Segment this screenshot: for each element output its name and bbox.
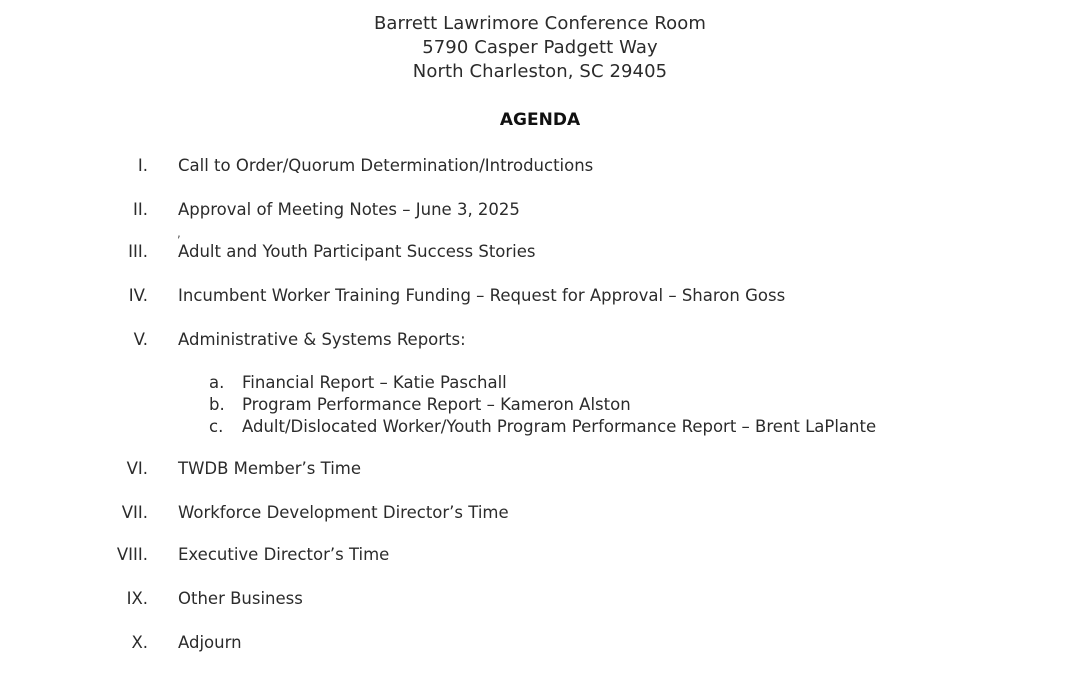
agenda-title: AGENDA (499, 110, 581, 130)
city-state-zip: North Charleston, SC 29405 (412, 61, 668, 82)
item-number: II. (133, 200, 148, 219)
venue-name: Barrett Lawrimore Conference Room (373, 13, 707, 34)
item-text: Executive Director’s Time (178, 545, 390, 564)
item-text: Call to Order/Quorum Determination/Introductions (178, 156, 594, 175)
item-number: X. (131, 633, 148, 652)
item-number: I. (137, 156, 148, 175)
item-text: Other Business (178, 589, 303, 608)
item-number: IX. (126, 589, 148, 608)
street-address: 5790 Casper Padgett Way (422, 37, 658, 58)
item-number: V. (133, 330, 148, 349)
item-text: Approval of Meeting Notes – June 3, 2025 (178, 200, 520, 219)
sub-item-text: Financial Report – Katie Paschall (242, 373, 507, 392)
item-text: Administrative & Systems Reports: (178, 330, 466, 349)
item-number: IV. (128, 286, 148, 305)
item-number: VIII. (116, 545, 148, 564)
item-number: VII. (121, 503, 148, 522)
sub-item-letter: b. (209, 395, 225, 414)
item-text: Workforce Development Director’s Time (178, 503, 509, 522)
item-number: VI. (126, 459, 148, 478)
sub-item-text: Adult/Dislocated Worker/Youth Program Performance Report – Brent LaPlante (242, 417, 877, 436)
item-text: TWDB Member’s Time (178, 459, 361, 478)
item-text: Adjourn (178, 633, 242, 652)
item-text: Incumbent Worker Training Funding – Request for Approval – Sharon Goss (178, 286, 786, 305)
sub-item-letter: a. (209, 373, 225, 392)
item-number: III. (128, 242, 148, 261)
item-text: Adult and Youth Participant Success Stories (178, 242, 536, 261)
sub-item-letter: c. (209, 417, 224, 436)
sub-item-text: Program Performance Report – Kameron Alston (242, 395, 631, 414)
stray-comma-mark: , (177, 226, 181, 240)
